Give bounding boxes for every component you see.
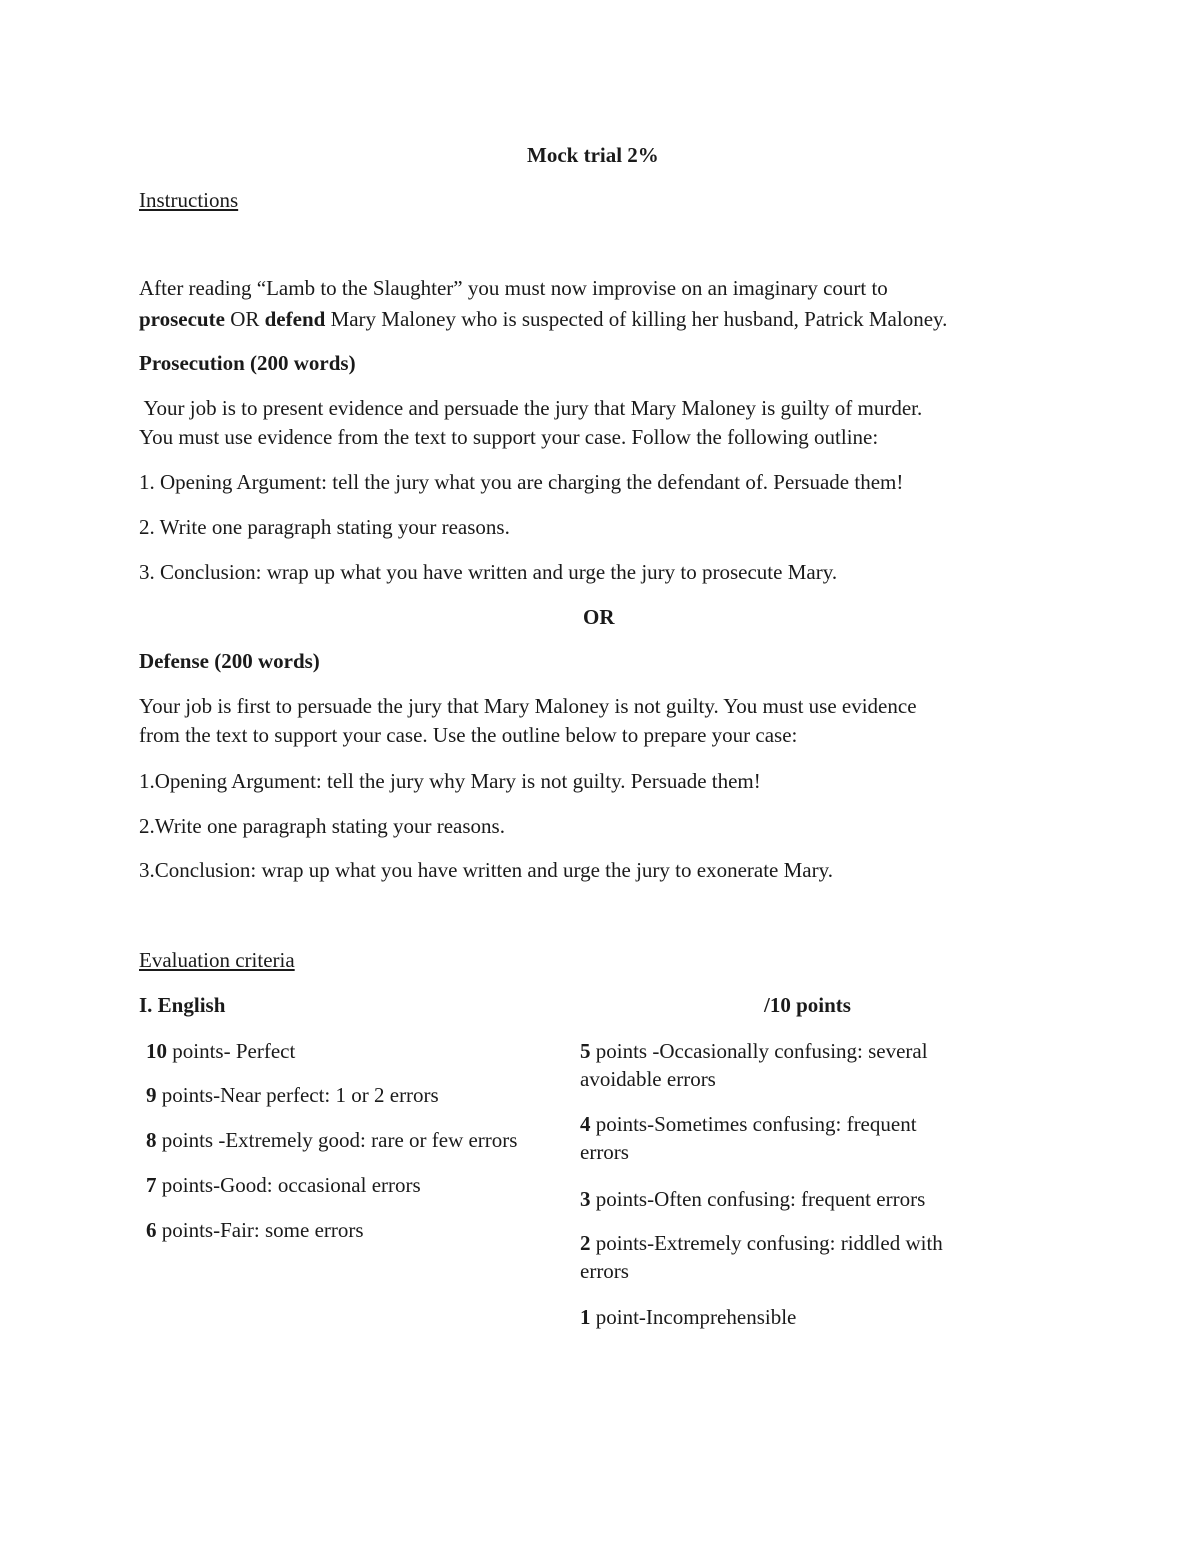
criterion-points: 4 (580, 1112, 591, 1136)
criterion-points: 7 (146, 1173, 157, 1197)
criterion-item (146, 1126, 517, 1154)
defense-line-2: from the text to support your case. Use the outline below to prepare your case: (139, 723, 798, 747)
criterion-item (580, 1229, 1020, 1285)
defense-paragraph (139, 692, 1059, 750)
instructions-heading: Instructions (139, 188, 239, 212)
prosecute-word: prosecute (139, 307, 225, 331)
defense-line-1: Your job is first to persuade the jury that Mary Maloney is not guilty. You must use evidence (139, 694, 917, 718)
criterion-text-continued: errors (580, 1259, 629, 1283)
criterion-text: point-Incomprehensible (590, 1305, 797, 1329)
criterion-points: 6 (146, 1218, 157, 1242)
intro-line-1: After reading “Lamb to the Slaughter” you must now improvise on an imaginary court to (139, 276, 888, 300)
criterion-points: 2 (580, 1231, 591, 1255)
criterion-text: points- Perfect (167, 1039, 296, 1063)
prosecution-step-2: 2. Write one paragraph stating your reasons. (139, 515, 510, 539)
criterion-item (580, 1303, 1020, 1331)
prosecution-step-1: 1. Opening Argument: tell the jury what you are charging the defendant of. Persuade them! (139, 470, 904, 494)
defense-heading: Defense (200 words) (139, 649, 320, 673)
criterion-points: 10 (146, 1039, 167, 1063)
english-total-points: /10 points (764, 993, 851, 1017)
prosecution-line-1: Your job is to present evidence and persuade the jury that Mary Maloney is guilty of murder. (139, 396, 923, 420)
criterion-text: points-Extremely confusing: riddled with (590, 1231, 943, 1255)
criterion-text: points-Often confusing: frequent errors (590, 1187, 926, 1211)
defense-step-1: 1.Opening Argument: tell the jury why Mary is not guilty. Persuade them! (139, 769, 761, 793)
criterion-points: 9 (146, 1083, 157, 1107)
or-divider: OR (583, 605, 615, 629)
criterion-text: points-Sometimes confusing: frequent (590, 1112, 917, 1136)
prosecution-heading: Prosecution (200 words) (139, 351, 356, 375)
prosecution-line-2: You must use evidence from the text to support your case. Follow the following outline: (139, 425, 879, 449)
criterion-text: points -Extremely good: rare or few errors (156, 1128, 518, 1152)
defense-step-2: 2.Write one paragraph stating your reasons. (139, 814, 505, 838)
criterion-item (580, 1037, 1020, 1093)
criterion-points: 5 (580, 1039, 591, 1063)
criterion-points: 3 (580, 1187, 591, 1211)
english-section-heading: I. English (139, 993, 226, 1017)
defend-word: defend (264, 307, 326, 331)
criterion-points: 8 (146, 1128, 157, 1152)
criterion-item (146, 1081, 439, 1109)
or-word: OR (224, 307, 265, 331)
criterion-item (146, 1171, 421, 1199)
intro-line-2-rest: Mary Maloney who is suspected of killing her husband, Patrick Maloney. (325, 307, 948, 331)
criterion-item (146, 1037, 295, 1065)
criterion-text-continued: avoidable errors (580, 1067, 716, 1091)
criterion-item (146, 1216, 364, 1244)
evaluation-heading: Evaluation criteria (139, 948, 295, 972)
page-title: Mock trial 2% (527, 143, 659, 167)
criterion-item (580, 1185, 1020, 1213)
intro-paragraph (139, 274, 1059, 334)
prosecution-step-3: 3. Conclusion: wrap up what you have written and urge the jury to prosecute Mary. (139, 560, 838, 584)
criterion-text-continued: errors (580, 1140, 629, 1164)
criterion-text: points-Good: occasional errors (156, 1173, 421, 1197)
criterion-text: points-Near perfect: 1 or 2 errors (156, 1083, 439, 1107)
criterion-item (580, 1110, 1020, 1166)
criterion-text: points-Fair: some errors (156, 1218, 364, 1242)
defense-step-3: 3.Conclusion: wrap up what you have written and urge the jury to exonerate Mary. (139, 858, 833, 882)
prosecution-paragraph (139, 394, 1059, 452)
criterion-text: points -Occasionally confusing: several (590, 1039, 928, 1063)
criterion-points: 1 (580, 1305, 591, 1329)
